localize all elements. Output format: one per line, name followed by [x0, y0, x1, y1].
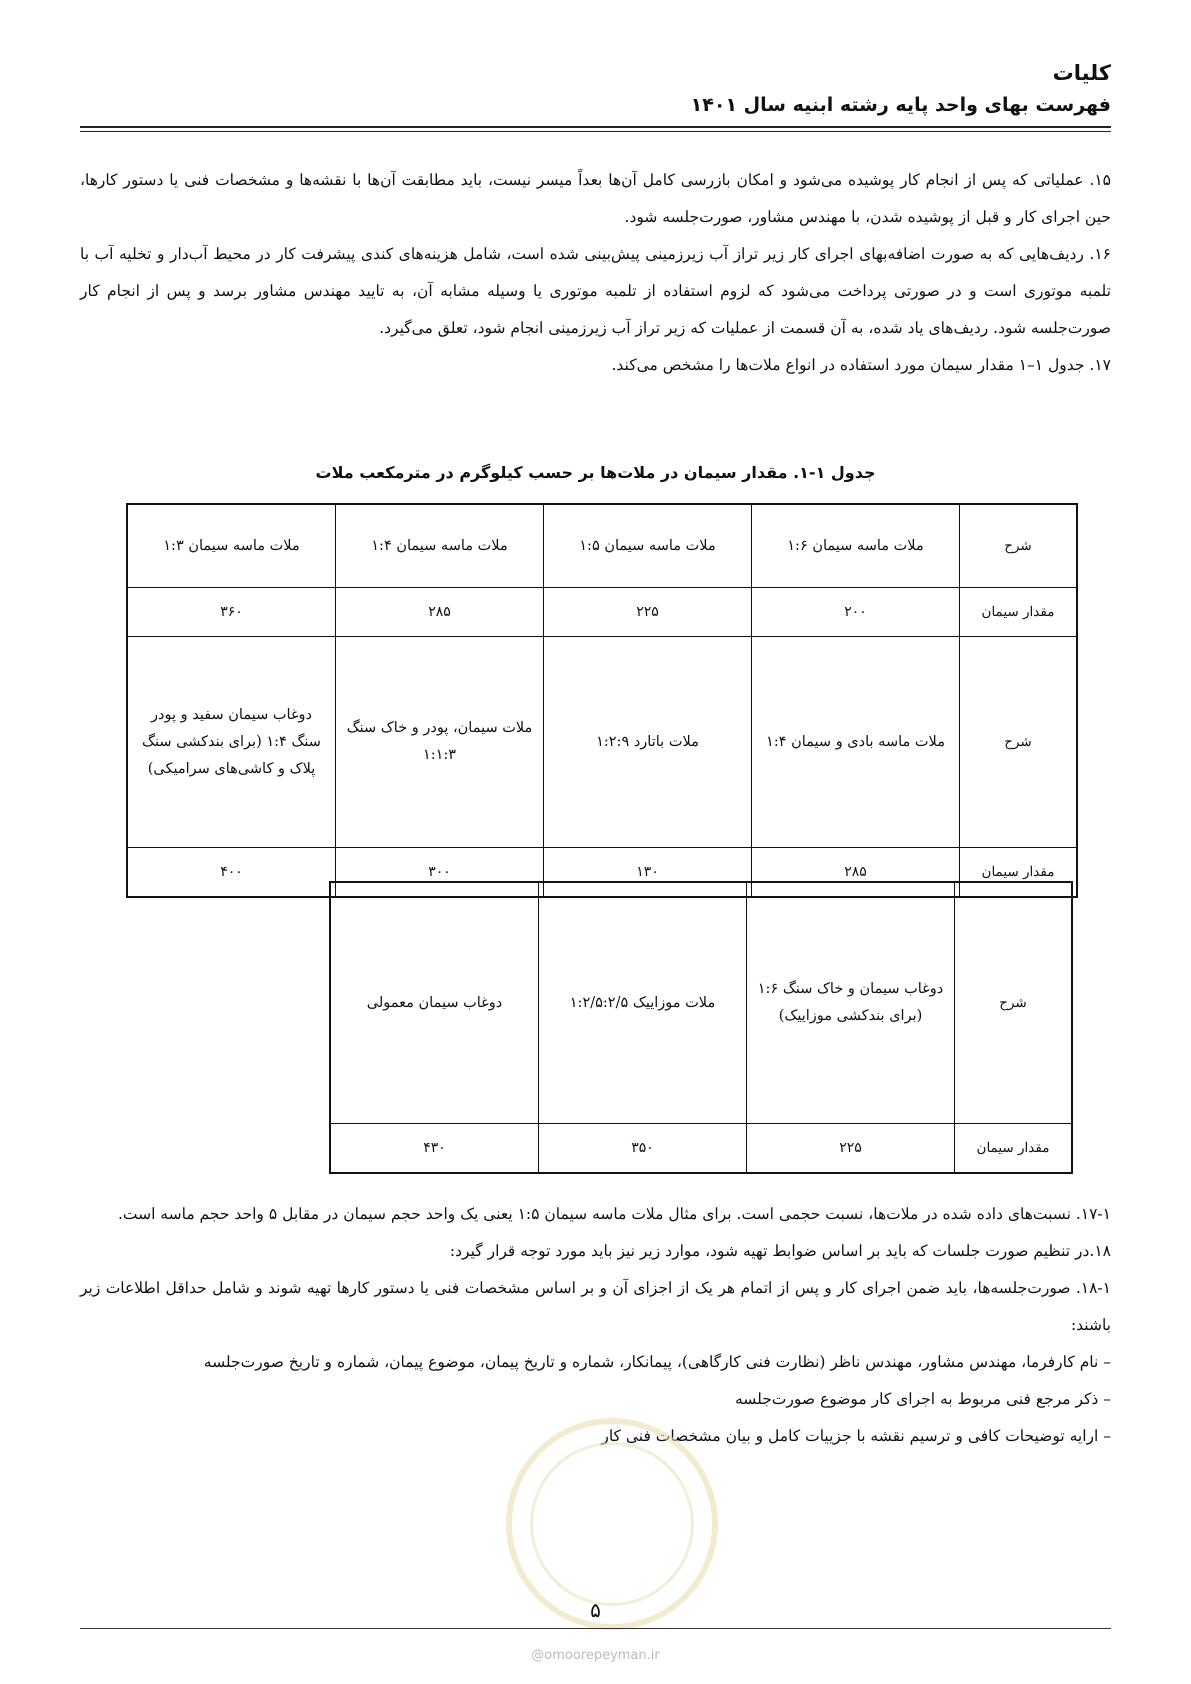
- paragraph-18: ۱۸.در تنظیم صورت جلسات که باید بر اساس ضوابط تهیه شود، موارد زیر نیز باید مورد توجه قرار گیرد:: [449, 1242, 1111, 1260]
- header-rule-thick: [80, 126, 1111, 128]
- value-cell: ۴۳۰: [330, 1124, 539, 1174]
- value-cell: ۳۶۰: [127, 588, 336, 637]
- paragraph-17-1: ۱۷-۱. نسبت‌های داده شده در ملات‌ها، نسبت حجمی است. برای مثال ملات ماسه سیمان ۱:۵ یعنی یک واحد حجم سیمان در مقابل ۵ واحد حجم ماسه است.: [117, 1205, 1111, 1223]
- table-row: [330, 882, 1072, 1124]
- value-cell: ۳۰۰: [336, 848, 544, 898]
- value-cell: ۲۸۵: [336, 588, 544, 637]
- header-title: کلیات: [1052, 61, 1111, 85]
- label-cell: مقدار سیمان: [960, 588, 1078, 637]
- label-cell: مقدار سیمان: [955, 1124, 1073, 1174]
- body-text-bottom: [80, 1196, 1111, 1455]
- cement-table-part-1: [126, 503, 1078, 898]
- watermark-seal-inner: [530, 1442, 694, 1606]
- page-header: [80, 58, 1111, 132]
- table-row: [127, 588, 1077, 637]
- paragraph-18-1: ۱۸-۱. صورت‌جلسه‌ها، باید ضمن اجرای کار و پس از اتمام هر یک از اجزای آن و بر اساس مشخصات فنی یا دستور کارها تهیه شوند و شامل حداقل اطلاعات زیر باشند:: [80, 1279, 1111, 1334]
- desc-cell: ملات موزاییک ۱:۲/۵:۲/۵: [539, 882, 747, 1124]
- footer-site-link[interactable]: @omoorepeyman.ir: [531, 1648, 660, 1663]
- table-row: [127, 637, 1077, 848]
- header-cell: ملات ماسه سیمان ۱:۵: [544, 504, 752, 588]
- value-cell: ۲۲۵: [747, 1124, 955, 1174]
- table-row: [330, 1124, 1072, 1174]
- paragraph-17: ۱۷. جدول ۱–۱ مقدار سیمان مورد استفاده در انواع ملات‌ها را مشخص می‌کند.: [611, 356, 1111, 374]
- paragraph-16: ۱۶. ردیف‌هایی که به صورت اضافه‌بهای اجرای کار زیر تراز آب زیرزمینی پیش‌بینی شده است، شامل هزینه‌های کندی پیشرفت کار در محیط آب‌دار و تخلیه آب با تلمبه موتوری است و در صورتی پرداخت می‌شود که لزوم استفاده از تلمبه موتوری یا وسیله مشابه آن، به تایید مهندس مشاور برسد و پس از انجام کار صورت‌جلسه شود. ردیف‌های یاد شده، به آن قسمت از عملیات که زیر تراز آب زیرزمینی انجام شود، تعلق می‌گیرد.: [80, 245, 1111, 337]
- value-cell: ۲۸۵: [752, 848, 960, 898]
- header-rule-thin: [80, 131, 1111, 132]
- header-cell: ملات ماسه سیمان ۱:۴: [336, 504, 544, 588]
- header-cell: ملات ماسه سیمان ۱:۶: [752, 504, 960, 588]
- label-cell: شرح: [955, 882, 1073, 1124]
- cement-table-part-2: [329, 881, 1073, 1174]
- table-row: [127, 504, 1077, 588]
- desc-cell: دوغاب سیمان معمولی: [330, 882, 539, 1124]
- desc-cell: ملات باتارد ۱:۲:۹: [544, 637, 752, 848]
- desc-cell: دوغاب سیمان و خاک سنگ ۱:۶ (برای بندکشی موزاییک): [747, 882, 955, 1124]
- value-cell: ۱۳۰: [544, 848, 752, 898]
- bullet-item: – ارایه توضیحات کافی و ترسیم نقشه با جزییات کامل و بیان مشخصات فنی کار: [601, 1427, 1111, 1445]
- page-number: ۵: [590, 1598, 601, 1622]
- label-cell: شرح: [960, 504, 1078, 588]
- desc-cell: ملات ماسه بادی و سیمان ۱:۴: [752, 637, 960, 848]
- bullet-item: – ذکر مرجع فنی مربوط به اجرای کار موضوع صورت‌جلسه: [734, 1390, 1111, 1408]
- header-subtitle: فهرست بهای واحد پایه رشته ابنیه سال ۱۴۰۱: [690, 94, 1111, 116]
- desc-cell: دوغاب سیمان سفید و پودر سنگ ۱:۴ (برای بندکشی سنگ پلاک و کاشی‌های سرامیکی): [127, 637, 336, 848]
- footer-rule: [80, 1628, 1111, 1629]
- header-cell: ملات ماسه سیمان ۱:۳: [127, 504, 336, 588]
- value-cell: ۳۵۰: [539, 1124, 747, 1174]
- label-cell: مقدار سیمان: [960, 848, 1078, 898]
- bullet-item: – نام کارفرما، مهندس مشاور، مهندس ناظر (نظارت فنی کارگاهی)، پیمانکار، شماره و تاریخ پیمان، موضوع پیمان، شماره و تاریخ صورت‌جلسه: [203, 1353, 1111, 1371]
- desc-cell: ملات سیمان، پودر و خاک سنگ ۱:۱:۳: [336, 637, 544, 848]
- value-cell: ۴۰۰: [127, 848, 336, 898]
- label-cell: شرح: [960, 637, 1078, 848]
- paragraph-15: ۱۵. عملیاتی که پس از انجام کار پوشیده می‌شود و امکان بازرسی کامل آن‌ها بعداً میسر نیست، باید مطابقت آن‌ها با نقشه‌ها و مشخصات فنی یا دستور کارها، حین اجرای کار و قبل از پوشیده شدن، با مهندس مشاور، صورت‌جلسه شود.: [80, 171, 1111, 226]
- value-cell: ۲۲۵: [544, 588, 752, 637]
- body-text-top: [80, 162, 1111, 384]
- value-cell: ۲۰۰: [752, 588, 960, 637]
- table-caption: جدول ۱-۱. مقدار سیمان در ملات‌ها بر حسب کیلوگرم در مترمکعب ملات: [315, 463, 876, 482]
